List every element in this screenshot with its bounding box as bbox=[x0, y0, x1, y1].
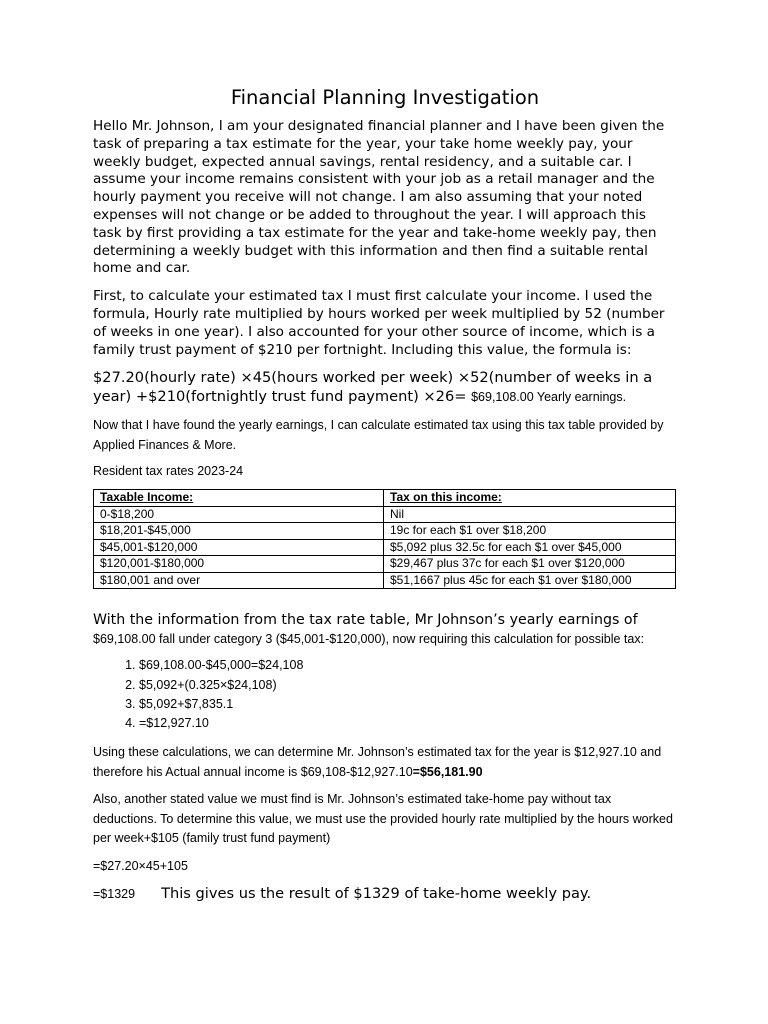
tax-rate: 19c for each $1 over $18,200 bbox=[384, 523, 676, 540]
earnings-formula bbox=[93, 369, 677, 406]
calculation-steps bbox=[93, 656, 677, 733]
tax-rate: $51,1667 plus 45c for each $1 over $180,000 bbox=[384, 572, 676, 589]
tax-rate: Nil bbox=[384, 506, 676, 523]
tax-table bbox=[93, 489, 676, 589]
tax-intro-paragraph: Now that I have found the yearly earnings, I can calculate estimated tax using this tax table provided by Applied Finances & More. bbox=[93, 418, 664, 452]
table-row bbox=[94, 506, 676, 523]
table-row bbox=[94, 539, 676, 556]
table-row bbox=[94, 556, 676, 573]
list-item: 1. $69,108.00-$45,000=$24,108 bbox=[139, 656, 677, 675]
intro-paragraph: Hello Mr. Johnson, I am your designated financial planner and I have been given the task of preparing a tax estimate for the year, your take home weekly pay, your weekly budget, expected annual savings, rental residency, and a suitable car. I assume your income remains consistent with your job as a retail manager and the hourly payment you receive will not change. I am also assuming that your noted expenses will not change or be added to throughout the year. I will approach this task by first providing a tax estimate for the year and take-home weekly pay, then determining a weekly budget with this information and then find a suitable rental home and car. bbox=[93, 118, 665, 277]
income-bracket: $120,001-$180,000 bbox=[94, 556, 384, 573]
tax-rate: $5,092 plus 32.5c for each $1 over $45,000 bbox=[384, 539, 676, 556]
income-bracket: $180,001 and over bbox=[94, 572, 384, 589]
formula-result: $69,108.00 Yearly earnings. bbox=[471, 389, 627, 404]
tax-rate: $29,467 plus 37c for each $1 over $120,000 bbox=[384, 556, 676, 573]
table-row bbox=[94, 523, 676, 540]
income-bracket: 0-$18,200 bbox=[94, 506, 384, 523]
takehome-result: =$1329 bbox=[93, 887, 136, 902]
income-bracket: $18,201-$45,000 bbox=[94, 523, 384, 540]
conclusion-text: Using these calculations, we can determine Mr. Johnson’s estimated tax for the year is $12,927.10 and therefore his Actual annual income is $69,108-$12,927.10 bbox=[93, 745, 662, 779]
takehome-intro-paragraph: Also, another stated value we must find is Mr. Johnson’s estimated take-home pay without tax deductions. To determine this value, we must use the provided hourly rate multiplied by the hours worked per week+$105 (family trust fund payment) bbox=[93, 792, 673, 846]
conclusion-paragraph bbox=[93, 743, 677, 782]
method-paragraph: First, to calculate your estimated tax I must first calculate your income. I used the formula, Hourly rate multiplied by hours worked per week multiplied by 52 (number of weeks in one year). I also accounted for your other source of income, which is a family trust payment of $210 per fortnight. Including this value, the formula is: bbox=[93, 288, 665, 358]
list-item: 4. =$12,927.10 bbox=[139, 714, 677, 733]
header-taxable-income: Taxable Income: bbox=[94, 490, 384, 507]
takehome-statement: This gives us the result of $1329 of take-home weekly pay. bbox=[161, 885, 592, 903]
header-tax-on-income: Tax on this income: bbox=[384, 490, 676, 507]
takehome-result-line bbox=[93, 884, 677, 904]
takehome-formula: =$27.20×45+105 bbox=[93, 858, 188, 873]
document-page bbox=[93, 86, 677, 904]
list-item: 3. $5,092+$7,835.1 bbox=[139, 695, 677, 714]
table-header-row bbox=[94, 490, 676, 507]
table-caption: Resident tax rates 2023-24 bbox=[93, 464, 244, 479]
analysis-lead-continued: $69,108.00 fall under category 3 ($45,001-$120,000), now requiring this calculation for possible tax: bbox=[93, 632, 645, 647]
analysis-lead: With the information from the tax rate table, Mr Johnson’s yearly earnings of bbox=[93, 612, 638, 629]
formula-main: $27.20(hourly rate) ×45(hours worked per week) ×52(number of weeks in a year) +$210(fortnightly trust fund payment) ×26= bbox=[93, 369, 653, 405]
list-item: 2. $5,092+(0.325×$24,108) bbox=[139, 676, 677, 695]
document-title: Financial Planning Investigation bbox=[230, 86, 540, 109]
income-bracket: $45,001-$120,000 bbox=[94, 539, 384, 556]
actual-income-result: =$56,181.90 bbox=[412, 764, 483, 779]
table-row bbox=[94, 572, 676, 589]
